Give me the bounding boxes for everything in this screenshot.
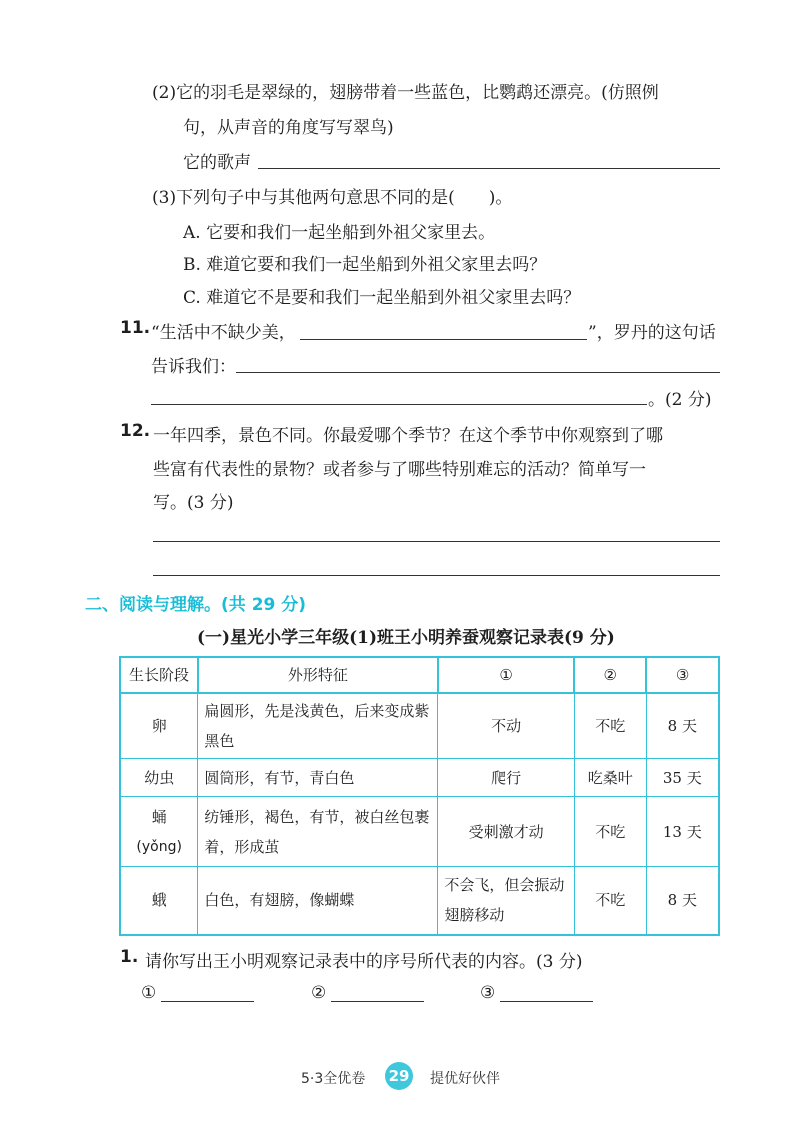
cell-c3: 8 天 bbox=[646, 867, 719, 935]
cell-c1: 不动 bbox=[438, 693, 575, 759]
q11-text-part1: “生活中不缺少美， bbox=[151, 323, 296, 343]
q12-line1: 一年四季，景色不同。你最爱哪个季节？在这个季节中你观察到了哪 bbox=[153, 426, 663, 446]
cell-c2: 不吃 bbox=[574, 693, 646, 759]
q10-option-c: C. 难道它不是要和我们一起坐船到外祖父家里去吗？ bbox=[183, 288, 581, 308]
q11-blank-1[interactable] bbox=[300, 339, 587, 340]
q12-answer-line-2[interactable] bbox=[153, 575, 720, 576]
footer-brand: 5·3全优卷 bbox=[301, 1071, 366, 1087]
q11-score: 。(2 分) bbox=[648, 390, 712, 410]
cell-c2: 不吃 bbox=[574, 797, 646, 867]
stage-name: 蛹 bbox=[151, 807, 167, 826]
header-blank-2: ② bbox=[574, 657, 646, 693]
cell-stage: 卵 bbox=[120, 693, 198, 759]
section-2-heading: 二、阅读与理解。(共 29 分) bbox=[85, 595, 307, 615]
q11-text-part2: ”，罗丹的这句话 bbox=[588, 323, 716, 343]
q1-blank-label-3: ③ bbox=[480, 983, 496, 1003]
stage-pinyin: (yǒng) bbox=[136, 838, 182, 855]
q1-blank-2[interactable] bbox=[331, 1001, 424, 1002]
q12-answer-line-1[interactable] bbox=[153, 541, 720, 542]
q11-blank-2[interactable] bbox=[236, 372, 720, 373]
header-blank-1: ① bbox=[438, 657, 575, 693]
table-row bbox=[120, 693, 719, 759]
cell-stage: 幼虫 bbox=[120, 759, 198, 797]
q10-option-a: A. 它要和我们一起坐船到外祖父家里去。 bbox=[183, 223, 496, 243]
q11-blank-3[interactable] bbox=[151, 404, 647, 405]
table-row bbox=[120, 759, 719, 797]
q1-number: 1. bbox=[120, 947, 139, 967]
cell-c1: 不会飞，但会振动翅膀移动 bbox=[438, 867, 575, 935]
cell-stage bbox=[120, 797, 198, 867]
table-row bbox=[120, 867, 719, 935]
cell-stage: 蛾 bbox=[120, 867, 198, 935]
cell-shape: 纺锤形，褐色，有节，被白丝包裹着，形成茧 bbox=[198, 797, 438, 867]
q10-part2-line2: 句，从声音的角度写写翠鸟) bbox=[183, 118, 394, 138]
cell-c2: 吃桑叶 bbox=[574, 759, 646, 797]
cell-c3: 13 天 bbox=[646, 797, 719, 867]
q10-option-b: B. 难道它要和我们一起坐船到外祖父家里去吗？ bbox=[183, 255, 547, 275]
q1-blank-label-2: ② bbox=[311, 983, 327, 1003]
q12-line3: 写。(3 分) bbox=[153, 493, 234, 513]
q12-line2: 些富有代表性的景物？或者参与了哪些特别难忘的活动？简单写一 bbox=[153, 460, 646, 480]
page-number: 29 bbox=[385, 1062, 413, 1090]
table-row bbox=[120, 797, 719, 867]
observation-table bbox=[119, 656, 720, 936]
q10-part3-question: (3)下列句子中与其他两句意思不同的是( )。 bbox=[152, 188, 513, 208]
q1-blank-label-1: ① bbox=[141, 983, 157, 1003]
header-stage: 生长阶段 bbox=[120, 657, 198, 693]
header-shape: 外形特征 bbox=[198, 657, 438, 693]
cell-c3: 8 天 bbox=[646, 693, 719, 759]
header-blank-3: ③ bbox=[646, 657, 719, 693]
cell-shape: 扁圆形，先是浅黄色，后来变成紫黑色 bbox=[198, 693, 438, 759]
q12-number: 12. bbox=[120, 421, 151, 441]
cell-c2: 不吃 bbox=[574, 867, 646, 935]
q10-answer-line[interactable] bbox=[258, 168, 720, 169]
q11-number: 11. bbox=[120, 318, 151, 338]
cell-c1: 受刺激才动 bbox=[438, 797, 575, 867]
q1-blank-1[interactable] bbox=[161, 1001, 254, 1002]
q1-text: 请你写出王小明观察记录表中的序号所代表的内容。(3 分) bbox=[145, 952, 583, 972]
table-header-row bbox=[120, 657, 719, 693]
cell-shape: 圆筒形，有节，青白色 bbox=[198, 759, 438, 797]
cell-c3: 35 天 bbox=[646, 759, 719, 797]
q11-text-part3: 告诉我们： bbox=[151, 357, 236, 377]
footer-slogan: 提优好伙伴 bbox=[430, 1071, 500, 1087]
table-title: (一)星光小学三年级(1)班王小明养蚕观察记录表(9 分) bbox=[197, 628, 615, 648]
cell-shape: 白色，有翅膀，像蝴蝶 bbox=[198, 867, 438, 935]
q10-part2-line1: (2)它的羽毛是翠绿的，翅膀带着一些蓝色，比鹦鹉还漂亮。(仿照例 bbox=[152, 83, 659, 103]
q1-blank-3[interactable] bbox=[500, 1001, 593, 1002]
cell-c1: 爬行 bbox=[438, 759, 575, 797]
q10-part2-prompt: 它的歌声 bbox=[183, 153, 251, 173]
